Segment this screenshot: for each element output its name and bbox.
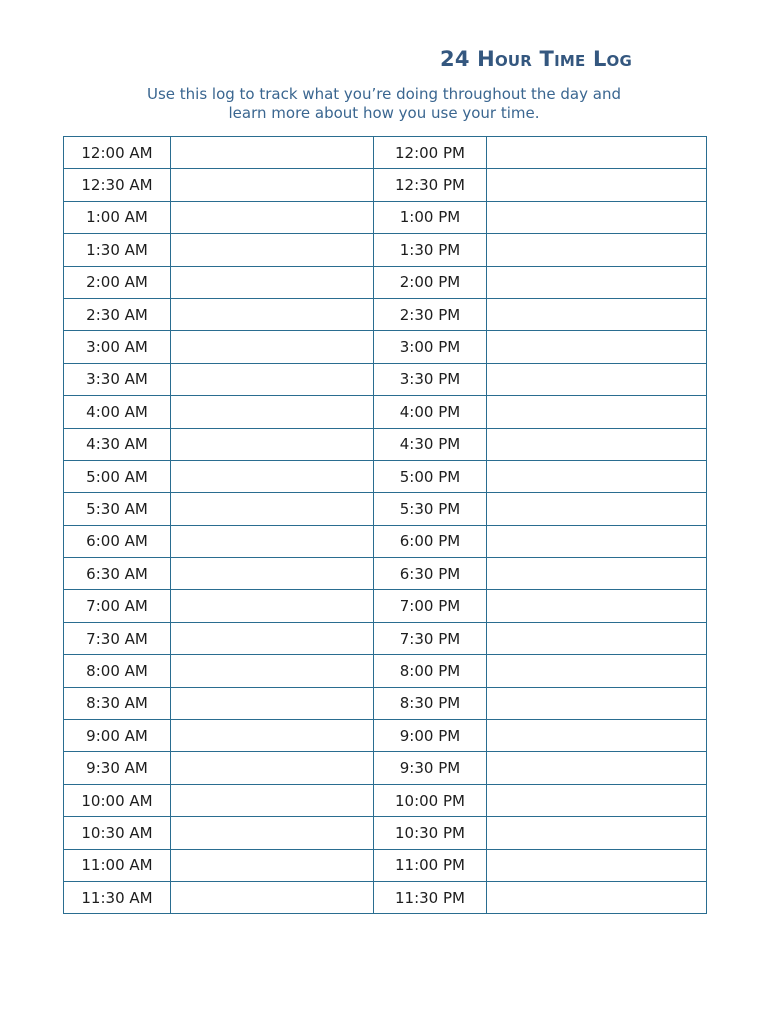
am-time-cell: 4:30 AM bbox=[64, 428, 171, 460]
am-activity-cell[interactable] bbox=[171, 622, 374, 654]
am-time-cell: 11:00 AM bbox=[64, 849, 171, 881]
am-time-cell: 9:00 AM bbox=[64, 720, 171, 752]
pm-time-cell: 10:30 PM bbox=[374, 817, 487, 849]
pm-activity-cell[interactable] bbox=[487, 363, 707, 395]
am-time-cell: 3:30 AM bbox=[64, 363, 171, 395]
pm-time-cell: 2:00 PM bbox=[374, 266, 487, 298]
intro-text bbox=[104, 85, 664, 123]
pm-time-cell: 11:00 PM bbox=[374, 849, 487, 881]
table-row bbox=[64, 266, 707, 298]
pm-time-cell: 12:00 PM bbox=[374, 137, 487, 169]
pm-time-cell: 1:00 PM bbox=[374, 201, 487, 233]
pm-activity-cell[interactable] bbox=[487, 234, 707, 266]
pm-time-cell: 7:00 PM bbox=[374, 590, 487, 622]
table-row bbox=[64, 525, 707, 557]
am-activity-cell[interactable] bbox=[171, 266, 374, 298]
am-time-cell: 9:30 AM bbox=[64, 752, 171, 784]
table-row bbox=[64, 493, 707, 525]
am-activity-cell[interactable] bbox=[171, 655, 374, 687]
am-time-cell: 1:30 AM bbox=[64, 234, 171, 266]
table-row bbox=[64, 558, 707, 590]
time-log-body bbox=[64, 137, 707, 914]
am-activity-cell[interactable] bbox=[171, 169, 374, 201]
am-activity-cell[interactable] bbox=[171, 525, 374, 557]
am-time-cell: 1:00 AM bbox=[64, 201, 171, 233]
pm-activity-cell[interactable] bbox=[487, 817, 707, 849]
pm-activity-cell[interactable] bbox=[487, 525, 707, 557]
am-activity-cell[interactable] bbox=[171, 137, 374, 169]
table-row bbox=[64, 752, 707, 784]
pm-time-cell: 11:30 PM bbox=[374, 881, 487, 913]
table-row bbox=[64, 396, 707, 428]
pm-time-cell: 4:30 PM bbox=[374, 428, 487, 460]
pm-time-cell: 8:30 PM bbox=[374, 687, 487, 719]
pm-activity-cell[interactable] bbox=[487, 428, 707, 460]
table-row bbox=[64, 363, 707, 395]
pm-time-cell: 6:30 PM bbox=[374, 558, 487, 590]
pm-time-cell: 9:00 PM bbox=[374, 720, 487, 752]
pm-activity-cell[interactable] bbox=[487, 493, 707, 525]
am-activity-cell[interactable] bbox=[171, 817, 374, 849]
am-time-cell: 2:30 AM bbox=[64, 298, 171, 330]
table-row bbox=[64, 687, 707, 719]
pm-time-cell: 7:30 PM bbox=[374, 622, 487, 654]
am-activity-cell[interactable] bbox=[171, 363, 374, 395]
am-activity-cell[interactable] bbox=[171, 752, 374, 784]
am-time-cell: 12:00 AM bbox=[64, 137, 171, 169]
am-time-cell: 2:00 AM bbox=[64, 266, 171, 298]
pm-activity-cell[interactable] bbox=[487, 752, 707, 784]
pm-activity-cell[interactable] bbox=[487, 558, 707, 590]
pm-activity-cell[interactable] bbox=[487, 396, 707, 428]
pm-time-cell: 12:30 PM bbox=[374, 169, 487, 201]
pm-time-cell: 3:30 PM bbox=[374, 363, 487, 395]
am-time-cell: 10:00 AM bbox=[64, 784, 171, 816]
am-activity-cell[interactable] bbox=[171, 687, 374, 719]
pm-time-cell: 2:30 PM bbox=[374, 298, 487, 330]
pm-time-cell: 4:00 PM bbox=[374, 396, 487, 428]
am-time-cell: 11:30 AM bbox=[64, 881, 171, 913]
table-row bbox=[64, 234, 707, 266]
am-activity-cell[interactable] bbox=[171, 298, 374, 330]
pm-time-cell: 10:00 PM bbox=[374, 784, 487, 816]
am-time-cell: 5:00 AM bbox=[64, 460, 171, 492]
table-row bbox=[64, 298, 707, 330]
am-activity-cell[interactable] bbox=[171, 331, 374, 363]
am-time-cell: 3:00 AM bbox=[64, 331, 171, 363]
am-activity-cell[interactable] bbox=[171, 720, 374, 752]
am-activity-cell[interactable] bbox=[171, 234, 374, 266]
am-activity-cell[interactable] bbox=[171, 881, 374, 913]
am-time-cell: 4:00 AM bbox=[64, 396, 171, 428]
pm-time-cell: 5:30 PM bbox=[374, 493, 487, 525]
am-activity-cell[interactable] bbox=[171, 428, 374, 460]
am-time-cell: 8:00 AM bbox=[64, 655, 171, 687]
am-time-cell: 5:30 AM bbox=[64, 493, 171, 525]
table-row bbox=[64, 169, 707, 201]
pm-time-cell: 8:00 PM bbox=[374, 655, 487, 687]
time-log-table bbox=[63, 136, 707, 914]
am-time-cell: 7:00 AM bbox=[64, 590, 171, 622]
table-row bbox=[64, 881, 707, 913]
table-row bbox=[64, 460, 707, 492]
pm-activity-cell[interactable] bbox=[487, 784, 707, 816]
pm-activity-cell[interactable] bbox=[487, 331, 707, 363]
am-time-cell: 6:30 AM bbox=[64, 558, 171, 590]
pm-activity-cell[interactable] bbox=[487, 298, 707, 330]
pm-time-cell: 5:00 PM bbox=[374, 460, 487, 492]
pm-activity-cell[interactable] bbox=[487, 201, 707, 233]
intro-line-2: learn more about how you use your time. bbox=[228, 104, 540, 122]
am-activity-cell[interactable] bbox=[171, 590, 374, 622]
table-row bbox=[64, 817, 707, 849]
intro-line-1: Use this log to track what you’re doing throughout the day and bbox=[146, 85, 621, 103]
am-activity-cell[interactable] bbox=[171, 396, 374, 428]
table-row bbox=[64, 428, 707, 460]
table-row bbox=[64, 137, 707, 169]
am-activity-cell[interactable] bbox=[171, 493, 374, 525]
table-row bbox=[64, 784, 707, 816]
pm-time-cell: 6:00 PM bbox=[374, 525, 487, 557]
table-row bbox=[64, 622, 707, 654]
pm-activity-cell[interactable] bbox=[487, 849, 707, 881]
pm-activity-cell[interactable] bbox=[487, 460, 707, 492]
table-row bbox=[64, 590, 707, 622]
am-time-cell: 6:00 AM bbox=[64, 525, 171, 557]
table-row bbox=[64, 720, 707, 752]
table-row bbox=[64, 655, 707, 687]
table-row bbox=[64, 331, 707, 363]
am-activity-cell[interactable] bbox=[171, 558, 374, 590]
pm-activity-cell[interactable] bbox=[487, 590, 707, 622]
pm-activity-cell[interactable] bbox=[487, 720, 707, 752]
am-time-cell: 10:30 AM bbox=[64, 817, 171, 849]
table-row bbox=[64, 201, 707, 233]
table-row bbox=[64, 849, 707, 881]
pm-time-cell: 1:30 PM bbox=[374, 234, 487, 266]
am-time-cell: 8:30 AM bbox=[64, 687, 171, 719]
pm-activity-cell[interactable] bbox=[487, 266, 707, 298]
am-activity-cell[interactable] bbox=[171, 849, 374, 881]
pm-time-cell: 9:30 PM bbox=[374, 752, 487, 784]
pm-activity-cell[interactable] bbox=[487, 622, 707, 654]
pm-time-cell: 3:00 PM bbox=[374, 331, 487, 363]
page-title: 24 Hour Time Log bbox=[440, 47, 632, 71]
pm-activity-cell[interactable] bbox=[487, 655, 707, 687]
am-activity-cell[interactable] bbox=[171, 784, 374, 816]
am-activity-cell[interactable] bbox=[171, 201, 374, 233]
pm-activity-cell[interactable] bbox=[487, 881, 707, 913]
pm-activity-cell[interactable] bbox=[487, 137, 707, 169]
pm-activity-cell[interactable] bbox=[487, 687, 707, 719]
am-activity-cell[interactable] bbox=[171, 460, 374, 492]
am-time-cell: 7:30 AM bbox=[64, 622, 171, 654]
pm-activity-cell[interactable] bbox=[487, 169, 707, 201]
am-time-cell: 12:30 AM bbox=[64, 169, 171, 201]
